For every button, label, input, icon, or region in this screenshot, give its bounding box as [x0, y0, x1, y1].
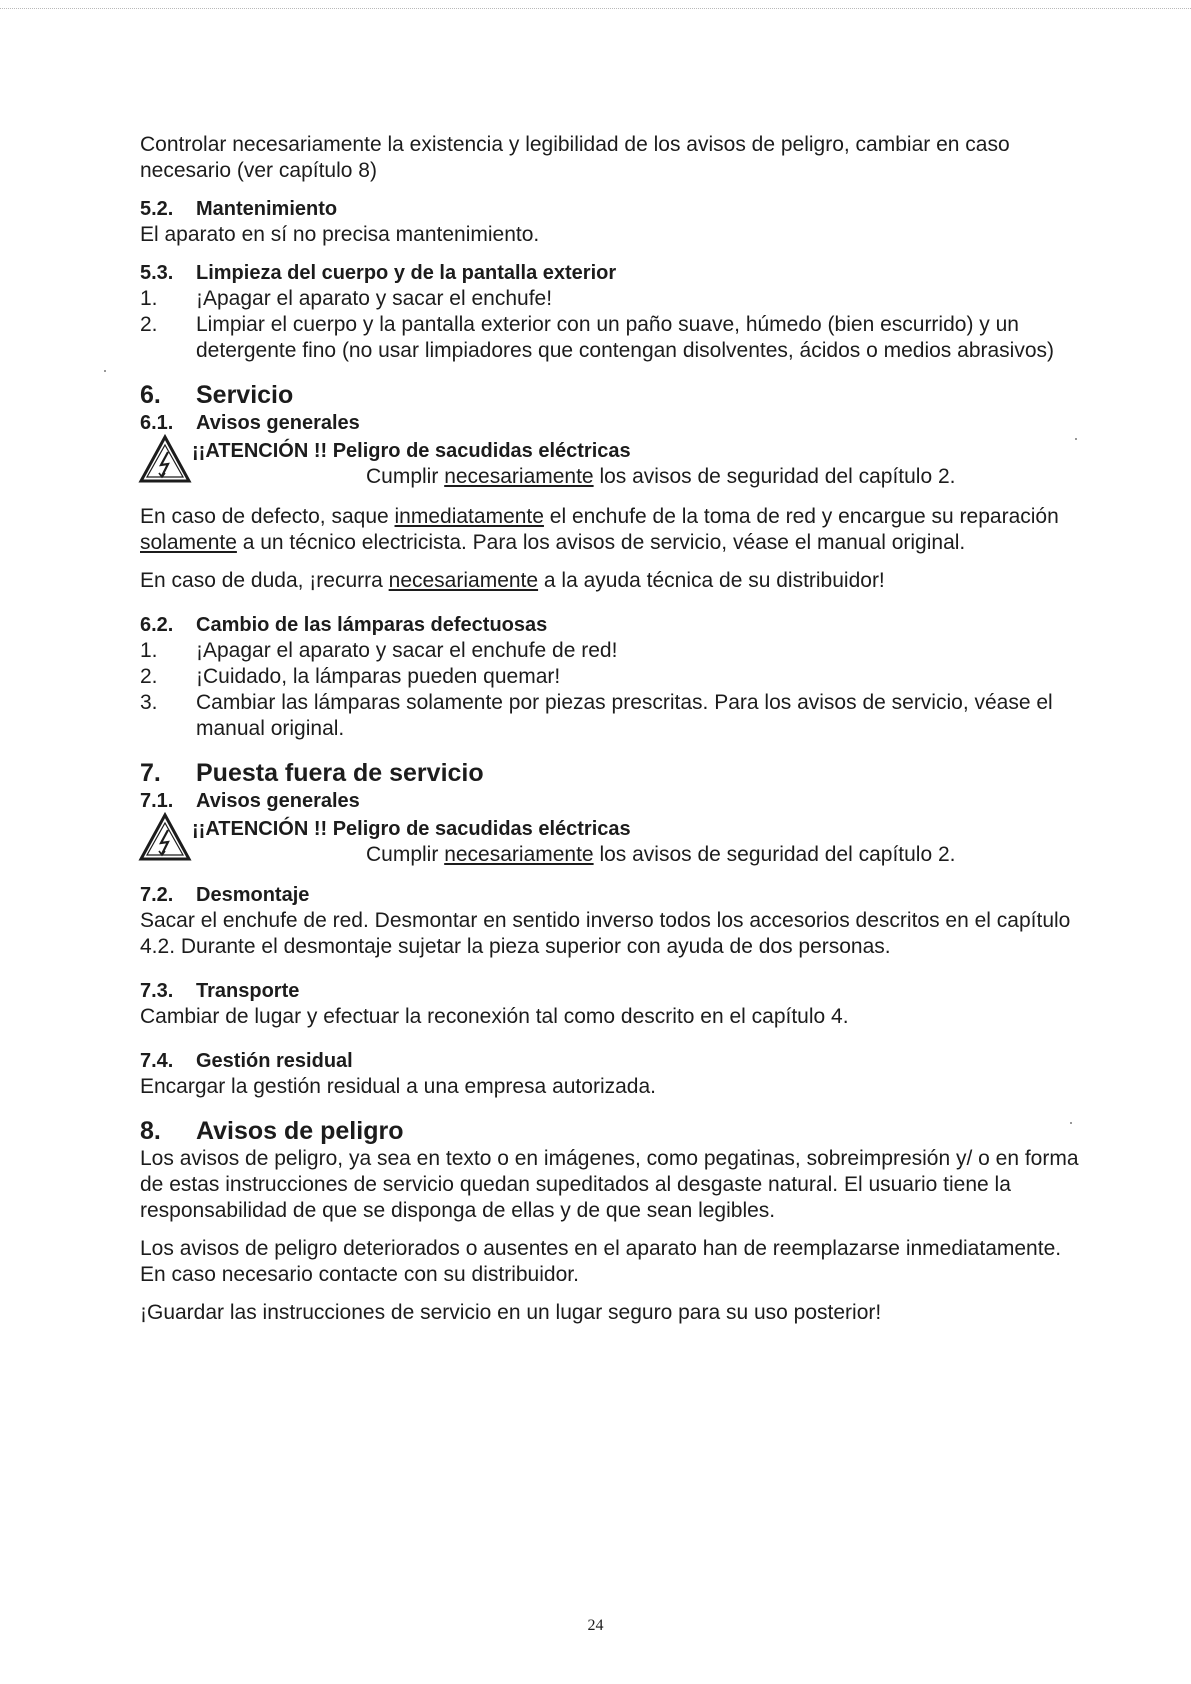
section-number: 6.1.: [140, 412, 174, 434]
section-6-1-heading: [140, 410, 1080, 436]
chapter-number: 8.: [140, 1117, 161, 1145]
section-5-2-text: El aparato en sí no precisa mantenimiento.: [140, 223, 540, 246]
section-7-4-heading: [140, 1048, 1080, 1074]
section-6-1-paragraph-1: [140, 504, 1080, 556]
section-5-3-heading: [140, 260, 1080, 286]
list-item-text: Cambiar las lámparas solamente por piezas prescritas. Para los avisos de servicio, véase el manual original.: [196, 691, 1053, 740]
section-7-2-heading: [140, 882, 1080, 908]
section-8-paragraph-3: ¡Guardar las instrucciones de servicio en un lugar seguro para su uso posterior!: [140, 1301, 882, 1324]
section-7-1-heading: [140, 788, 1080, 814]
section-6-2-heading: [140, 612, 1080, 638]
text-run: En caso de duda, ¡recurra: [140, 569, 389, 592]
section-8-heading: [140, 1116, 1080, 1146]
section-title: Mantenimiento: [196, 198, 338, 220]
text-run: el enchufe de la toma de red y encargue su reparación: [543, 505, 1059, 528]
warning-text-end: los avisos de seguridad del capítulo 2.: [593, 843, 956, 866]
list-item-number: 2.: [140, 313, 158, 336]
list-item-text: Limpiar el cuerpo y la pantalla exterior con un paño suave, húmedo (bien escurrido) y un detergente fino (no usar limpiadores que contengan disolventes, ácidos o medios abrasivos): [196, 313, 1055, 362]
section-number: 7.1.: [140, 790, 174, 812]
section-5-2-heading: [140, 196, 1080, 222]
warning-text-start: Cumplir: [366, 465, 445, 488]
electric-warning-block: [140, 816, 1080, 874]
warning-title: ¡¡ATENCIÓN !! Peligro de sacudidas eléctricas: [192, 818, 631, 840]
text-run: En caso de defecto, saque: [140, 505, 395, 528]
section-7-3-text: Cambiar de lugar y efectuar la reconexión tal como descrito en el capítulo 4.: [140, 1005, 849, 1028]
list-item-number: 3.: [140, 691, 158, 714]
list-item: [140, 664, 1080, 690]
emphasis-run: solamente: [140, 531, 237, 554]
section-6-1-paragraph-2: [140, 568, 1080, 594]
section-8-paragraph-1: Los avisos de peligro, ya sea en texto o en imágenes, como pegatinas, sobreimpresión y/ o en forma de estas instrucciones de servicio quedan supeditados al desgaste natural. El usuario tiene la responsabilidad de que se disponga de ellas y de que sean legibles.: [140, 1147, 1079, 1222]
section-7-heading: [140, 758, 1080, 788]
warning-title: ¡¡ATENCIÓN !! Peligro de sacudidas eléctricas: [192, 440, 631, 462]
section-title: Gestión residual: [196, 1050, 353, 1072]
section-8-paragraph-2: Los avisos de peligro deteriorados o ausentes en el aparato han de reemplazarse inmediatamente. En caso necesario contacte con su distribuidor.: [140, 1237, 1062, 1286]
text-run: a la ayuda técnica de su distribuidor!: [538, 569, 885, 592]
chapter-title: Puesta fuera de servicio: [196, 759, 484, 787]
section-title: Cambio de las lámparas defectuosas: [196, 614, 548, 636]
section-number: 5.2.: [140, 198, 174, 220]
list-item-number: 1.: [140, 287, 158, 310]
list-item: [140, 690, 1080, 742]
section-number: 5.3.: [140, 262, 174, 284]
list-item-text: ¡Cuidado, la lámparas pueden quemar!: [196, 665, 561, 688]
section-number: 7.4.: [140, 1050, 174, 1072]
emphasis-run: inmediatamente: [394, 505, 544, 528]
section-title: Limpieza del cuerpo y de la pantalla exterior: [196, 262, 617, 284]
warning-text-end: los avisos de seguridad del capítulo 2.: [593, 465, 956, 488]
list-item: [140, 312, 1080, 364]
warning-emphasis: necesariamente: [444, 843, 594, 866]
chapter-title: Servicio: [196, 381, 294, 409]
section-5-3-list: [140, 286, 1080, 364]
list-item: [140, 638, 1080, 664]
section-7-2-text: Sacar el enchufe de red. Desmontar en sentido inverso todos los accesorios descritos en el capítulo 4.2. Durante el desmontaje sujetar la pieza superior con ayuda de dos personas.: [140, 909, 1071, 958]
section-title: Avisos generales: [196, 412, 360, 434]
section-title: Avisos generales: [196, 790, 360, 812]
section-6-heading: [140, 380, 1080, 410]
list-item-text: ¡Apagar el aparato y sacar el enchufe!: [196, 287, 553, 310]
list-item: [140, 286, 1080, 312]
warning-emphasis: necesariamente: [444, 465, 594, 488]
chapter-number: 6.: [140, 381, 161, 409]
scan-speck: [104, 370, 106, 372]
document-page: [140, 132, 1080, 1326]
text-run: a un técnico electricista. Para los avisos de servicio, véase el manual original.: [236, 531, 966, 554]
scan-edge-line: [0, 8, 1191, 9]
list-item-number: 1.: [140, 639, 158, 662]
electric-warning-block: [140, 438, 1080, 496]
warning-text: [366, 464, 956, 490]
section-number: 7.2.: [140, 884, 174, 906]
section-6-2-list: [140, 638, 1080, 742]
chapter-number: 7.: [140, 759, 161, 787]
section-7-3-heading: [140, 978, 1080, 1004]
section-number: 7.3.: [140, 980, 174, 1002]
section-title: Desmontaje: [196, 884, 310, 906]
section-7-4-text: Encargar la gestión residual a una empresa autorizada.: [140, 1075, 656, 1098]
list-item-number: 2.: [140, 665, 158, 688]
section-number: 6.2.: [140, 614, 174, 636]
emphasis-run: necesariamente: [388, 569, 539, 592]
intro-paragraph: Controlar necesariamente la existencia y legibilidad de los avisos de peligro, cambiar en caso necesario (ver capítulo 8): [140, 133, 1010, 182]
warning-text-start: Cumplir: [366, 843, 445, 866]
page-number: 24: [587, 1617, 604, 1634]
warning-text: [366, 842, 956, 868]
list-item-text: ¡Apagar el aparato y sacar el enchufe de red!: [196, 639, 618, 662]
section-title: Transporte: [196, 980, 300, 1002]
chapter-title: Avisos de peligro: [196, 1117, 404, 1145]
electric-hazard-warning-icon: [138, 434, 192, 484]
electric-hazard-warning-icon: [138, 812, 192, 862]
